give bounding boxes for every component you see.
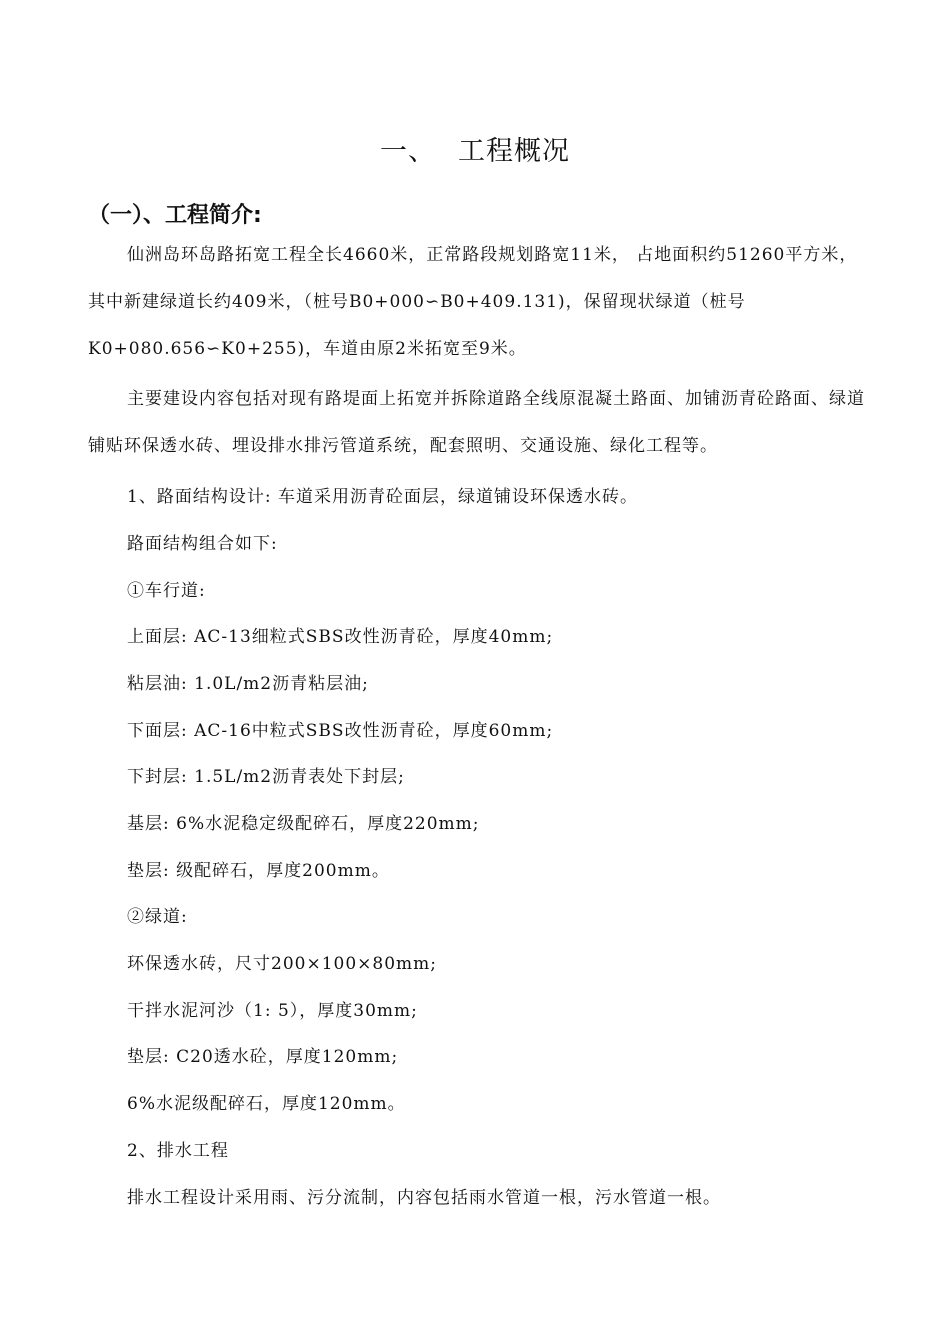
title-text: 工程概况 [458, 136, 570, 167]
list-item: 排水工程设计采用雨、污分流制，内容包括雨水管道一根，污水管道一根。 [127, 1188, 721, 1208]
paragraph-scope [88, 376, 868, 470]
list-item: 基层: 6%水泥稳定级配碎石，厚度220mm; [127, 814, 480, 834]
list-item: 粘层油: 1.0L/m2沥青粘层油; [127, 674, 369, 694]
list-item: 1、路面结构设计: 车道采用沥青砼面层，绿道铺设环保透水砖。 [127, 487, 638, 507]
paragraph-overview-text: 仙洲岛环岛路拓宽工程全长4660米，正常路段规划路宽11米， 占地面积约51260平方米，其中新建绿道长约409米，（桩号B0+000∽B0+409.131)，保留现状绿道（桩号K0+080.656∽K0+255)，车道由原2米拓宽至9米。 [88, 245, 858, 359]
list-item: ②绿道: [127, 907, 188, 927]
list-item: 6%水泥级配碎石，厚度120mm。 [127, 1094, 406, 1114]
list-item: 干拌水泥河沙（1: 5），厚度30mm; [127, 1001, 418, 1021]
paragraph-scope-text: 主要建设内容包括对现有路堤面上拓宽并拆除道路全线原混凝土路面、加铺沥青砼路面、绿道铺贴环保透水砖、埋设排水排污管道系统，配套照明、交通设施、绿化工程等。 [88, 389, 865, 456]
list-item: ①车行道: [127, 581, 206, 601]
paragraph-overview [88, 232, 868, 373]
section-heading: （一）、工程简介: [88, 203, 262, 228]
title-number: 一、 [380, 136, 436, 167]
list-item: 垫层: C20透水砼，厚度120mm; [127, 1047, 399, 1067]
list-item: 下面层: AC-16中粒式SBS改性沥青砼，厚度60mm; [127, 721, 554, 741]
page-title [0, 132, 950, 172]
list-item: 上面层: AC-13细粒式SBS改性沥青砼，厚度40mm; [127, 627, 554, 647]
list-item: 路面结构组合如下: [127, 534, 278, 554]
list-item: 2、排水工程 [127, 1141, 229, 1161]
list-item: 下封层: 1.5L/m2沥青表处下封层; [127, 767, 405, 787]
list-item: 环保透水砖，尺寸200×100×80mm; [127, 954, 437, 974]
list-item: 垫层: 级配碎石，厚度200mm。 [127, 861, 390, 881]
